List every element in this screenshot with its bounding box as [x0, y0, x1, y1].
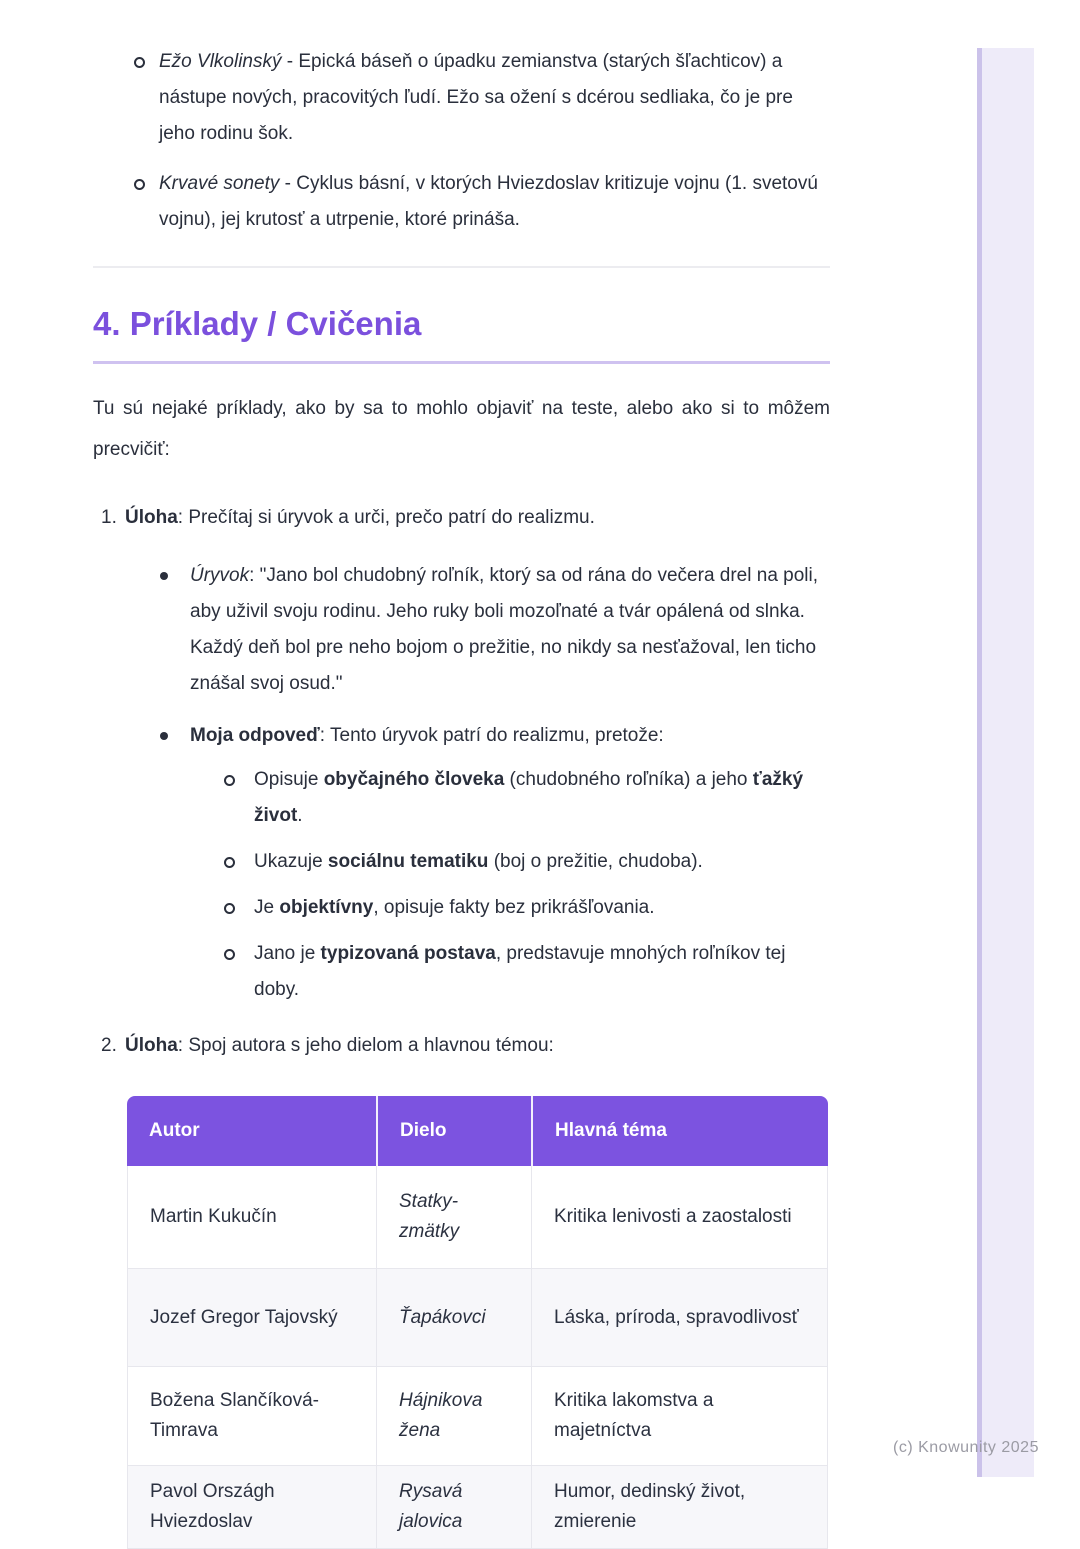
reason-item: [224, 844, 830, 880]
task-1-title: Úloha: Prečítaj si úryvok a urči, prečo patrí do realizmu.: [125, 507, 595, 528]
table-row: [127, 1166, 828, 1269]
authors-table-body: [127, 1166, 828, 1549]
cell-autor: Božena Slančíková-Timrava: [127, 1367, 376, 1466]
cell-tema: Kritika lenivosti a zaostalosti: [531, 1166, 828, 1269]
work-ezo-vlkolinsky-text: Ežo Vlkolinský - Epická báseň o úpadku zemianstva (starých šľachticov) a nástupe nových, pracovitých ľudí. Ežo sa ožení s dcérou sedliaka, čo je pre jeho rodinu šok.: [159, 51, 793, 144]
reason-list: [190, 762, 830, 1008]
reason-item: [224, 936, 830, 1008]
reason-2-text: Ukazuje sociálnu tematiku (boj o prežitie, chudoba).: [254, 851, 703, 872]
list-item: [159, 166, 830, 238]
task-2: [93, 1028, 830, 1064]
authors-table: [127, 1096, 828, 1549]
task-list: [93, 500, 830, 1064]
excerpt-item: [158, 558, 830, 702]
table-row: [127, 1269, 828, 1367]
section-heading: 4. Príklady / Cvičenia: [93, 305, 422, 342]
reason-item: [224, 762, 830, 834]
cell-dielo: Rysavá jalovica: [376, 1466, 531, 1549]
page-margin-stripe-panel: [982, 48, 1034, 1477]
answer-item: [158, 718, 830, 1008]
cell-dielo: Ťapákovci: [376, 1269, 531, 1367]
footer-credit: (c) Knowunity 2025: [893, 1439, 1039, 1456]
cell-dielo: Statky-zmätky: [376, 1166, 531, 1269]
column-header-dielo: Dielo: [376, 1096, 531, 1166]
cell-dielo: Hájnikova žena: [376, 1367, 531, 1466]
task-2-number: 2.: [101, 1035, 117, 1056]
authors-table-header: [127, 1096, 828, 1166]
cell-tema: Láska, príroda, spravodlivosť: [531, 1269, 828, 1367]
section-divider: [93, 266, 830, 268]
column-header-autor: Autor: [127, 1096, 376, 1166]
reason-1-text: Opisuje obyčajného človeka (chudobného roľníka) a jeho ťažký život.: [254, 769, 804, 826]
reason-item: [224, 890, 830, 926]
heading-underline: [93, 361, 830, 364]
task-1-sublist: [125, 558, 830, 1008]
table-row: [127, 1466, 828, 1549]
cell-autor: Pavol Országh Hviezdoslav: [127, 1466, 376, 1549]
excerpt-text: Úryvok: "Jano bol chudobný roľník, ktorý sa od rána do večera drel na poli, aby uživil svoju rodinu. Jeho ruky boli mozoľnaté a tvár opálená od slnka. Každý deň bol pre neho bojom o prežitie, no nikdy sa nesťažoval, len ticho znášal svoj osud.": [190, 565, 819, 694]
works-bullet-list: [93, 44, 830, 238]
document-content: [93, 44, 830, 1549]
task-1-number: 1.: [101, 507, 117, 528]
cell-autor: Martin Kukučín: [127, 1166, 376, 1269]
reason-4-text: Jano je typizovaná postava, predstavuje mnohých roľníkov tej doby.: [254, 943, 786, 1000]
cell-tema: Kritika lakomstva a majetníctva: [531, 1367, 828, 1466]
section-intro-paragraph: Tu sú nejaké príklady, ako by sa to mohlo objaviť na teste, alebo ako si to môžem precvičiť:: [93, 398, 830, 460]
work-krvave-sonety-text: Krvavé sonety - Cyklus básní, v ktorých Hviezdoslav kritizuje vojnu (1. svetovú vojnu), jej krutosť a utrpenie, ktoré prináša.: [159, 173, 818, 230]
column-header-tema: Hlavná téma: [531, 1096, 828, 1166]
reason-3-text: Je objektívny, opisuje fakty bez prikrášľovania.: [254, 897, 655, 918]
cell-tema: Humor, dedinský život, zmierenie: [531, 1466, 828, 1549]
table-row: [127, 1367, 828, 1466]
task-2-title: Úloha: Spoj autora s jeho dielom a hlavnou témou:: [125, 1035, 554, 1056]
list-item: [159, 44, 830, 152]
task-1: [93, 500, 830, 1008]
answer-text: Moja odpoveď: Tento úryvok patrí do realizmu, pretože:: [190, 725, 664, 746]
cell-autor: Jozef Gregor Tajovský: [127, 1269, 376, 1367]
